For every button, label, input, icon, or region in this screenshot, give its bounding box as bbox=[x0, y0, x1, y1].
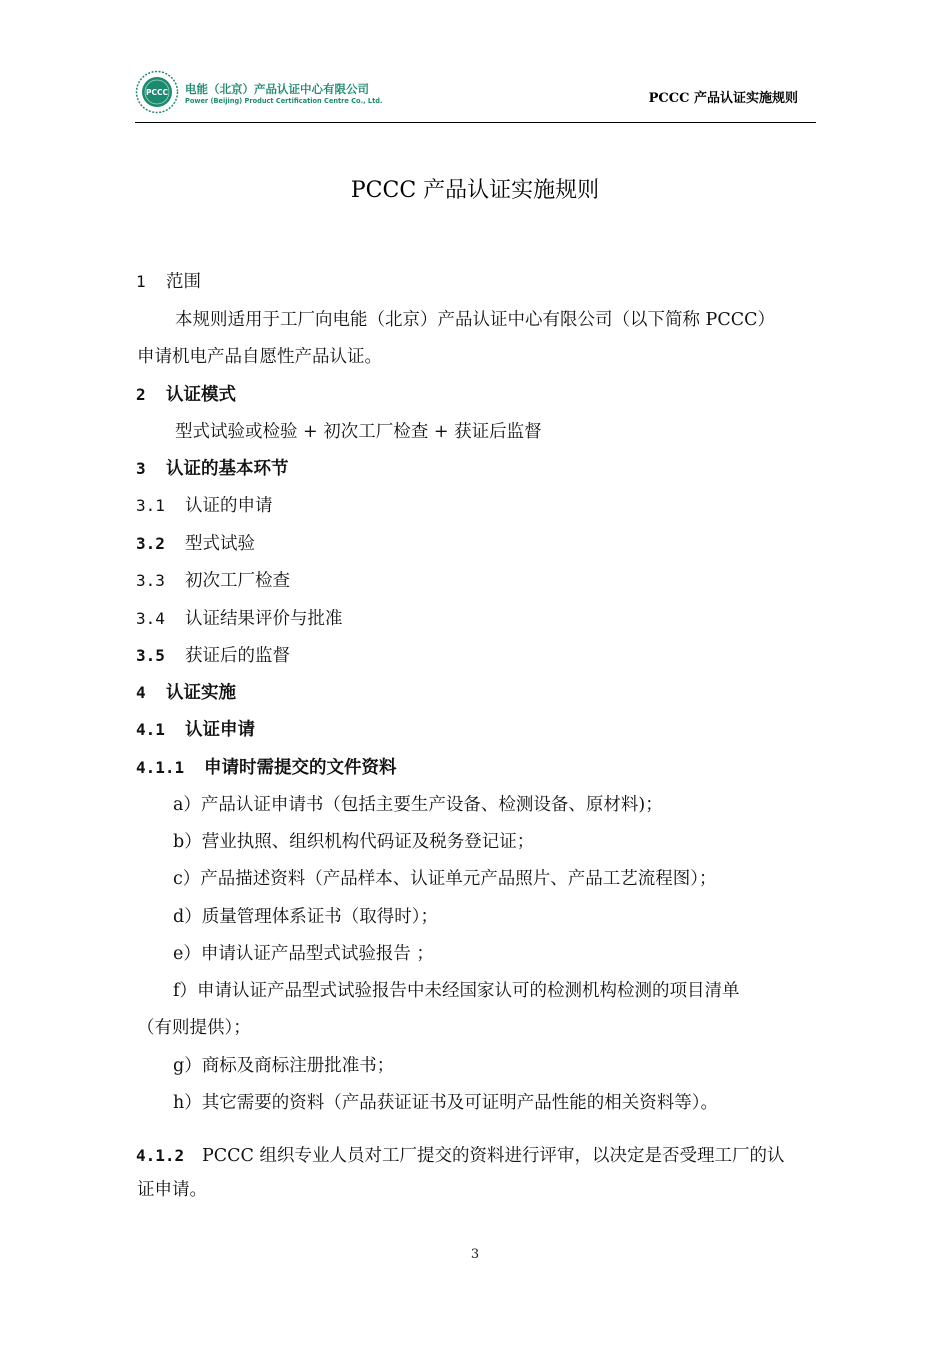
list-item: a）产品认证申请书（包括主要生产设备、检测设备、原材料)； bbox=[173, 795, 663, 815]
section-2-heading bbox=[136, 383, 236, 407]
subsection-4-1-2-continuation: 证申请。 bbox=[137, 1180, 207, 1200]
subsection-text: PCCC 组织专业人员对工厂提交的资料进行评审，以决定是否受理工厂的认 bbox=[202, 1146, 785, 1166]
section-number: 3 bbox=[136, 459, 146, 478]
subsection-title: 认证的申请 bbox=[185, 496, 273, 516]
subsection-4-1-heading bbox=[136, 718, 255, 742]
subsection-3-5 bbox=[136, 644, 290, 668]
document-title: PCCC 产品认证实施规则 bbox=[350, 178, 600, 203]
subsection-title: 获证后的监督 bbox=[185, 646, 290, 666]
section-title: 认证模式 bbox=[166, 385, 236, 405]
subsection-number: 3.2 bbox=[136, 534, 165, 553]
section-title: 认证实施 bbox=[166, 683, 236, 703]
section-number: 1 bbox=[136, 272, 146, 291]
subsection-3-2 bbox=[136, 532, 255, 556]
subsection-number: 3.3 bbox=[136, 571, 165, 590]
section-number: 4 bbox=[136, 683, 146, 702]
subsection-title: 认证申请 bbox=[185, 720, 255, 740]
subsection-4-1-1-heading bbox=[136, 756, 397, 780]
subsection-number: 4.1 bbox=[136, 720, 165, 739]
subsection-3-3 bbox=[136, 569, 290, 593]
page-number: 3 bbox=[470, 1247, 480, 1262]
subsection-number: 3.4 bbox=[136, 609, 165, 628]
list-item: e）申请认证产品型式试验报告 ； bbox=[173, 944, 434, 964]
list-item-continuation: （有则提供）； bbox=[137, 1018, 251, 1038]
pccc-logo bbox=[135, 70, 179, 114]
section-3-heading bbox=[136, 457, 289, 481]
section-1-paragraph-line-1: 本规则适用于工厂向电能（北京）产品认证中心有限公司（以下简称 PCCC） bbox=[175, 310, 776, 330]
section-1-paragraph-line-2: 申请机电产品自愿性产品认证。 bbox=[137, 347, 382, 367]
subsection-number: 3.5 bbox=[136, 646, 165, 665]
header-divider bbox=[135, 122, 816, 123]
subsection-3-1 bbox=[136, 494, 273, 518]
subsection-number: 4.1.2 bbox=[136, 1146, 185, 1165]
list-item: g）商标及商标注册批准书； bbox=[173, 1056, 395, 1076]
subsection-title: 初次工厂检查 bbox=[185, 571, 290, 591]
company-name-cn: 电能（北京）产品认证中心有限公司 bbox=[185, 82, 369, 96]
subsection-number: 3.1 bbox=[136, 496, 165, 515]
subsection-title: 申请时需提交的文件资料 bbox=[204, 758, 397, 778]
logo-text: PCCC bbox=[145, 88, 169, 97]
list-item: c）产品描述资料（产品样本、认证单元产品照片、产品工艺流程图）； bbox=[173, 869, 717, 889]
section-4-heading bbox=[136, 681, 236, 705]
subsection-title: 认证结果评价与批准 bbox=[185, 609, 343, 629]
subsection-number: 4.1.1 bbox=[136, 758, 185, 777]
header-doc-title: PCCC 产品认证实施规则 bbox=[648, 91, 798, 106]
section-title: 范围 bbox=[166, 272, 201, 292]
certification-mode-text: 型式试验或检验 + 初次工厂检查 + 获证后监督 bbox=[175, 422, 542, 442]
section-title: 认证的基本环节 bbox=[166, 459, 289, 479]
subsection-title: 型式试验 bbox=[185, 534, 255, 554]
company-name-en: Power (Beijing) Product Certification Centre Co., Ltd. bbox=[185, 97, 383, 105]
list-item: f）申请认证产品型式试验报告中未经国家认可的检测机构检测的项目清单 bbox=[173, 981, 740, 1001]
page-header bbox=[135, 70, 816, 122]
list-item: h）其它需要的资料（产品获证证书及可证明产品性能的相关资料等）。 bbox=[173, 1093, 719, 1113]
section-1-heading bbox=[136, 270, 201, 294]
list-item: b）营业执照、组织机构代码证及税务登记证； bbox=[173, 832, 535, 852]
list-item: d）质量管理体系证书（取得时）； bbox=[173, 907, 438, 927]
subsection-4-1-2 bbox=[136, 1144, 785, 1168]
section-number: 2 bbox=[136, 385, 146, 404]
subsection-3-4 bbox=[136, 607, 343, 631]
